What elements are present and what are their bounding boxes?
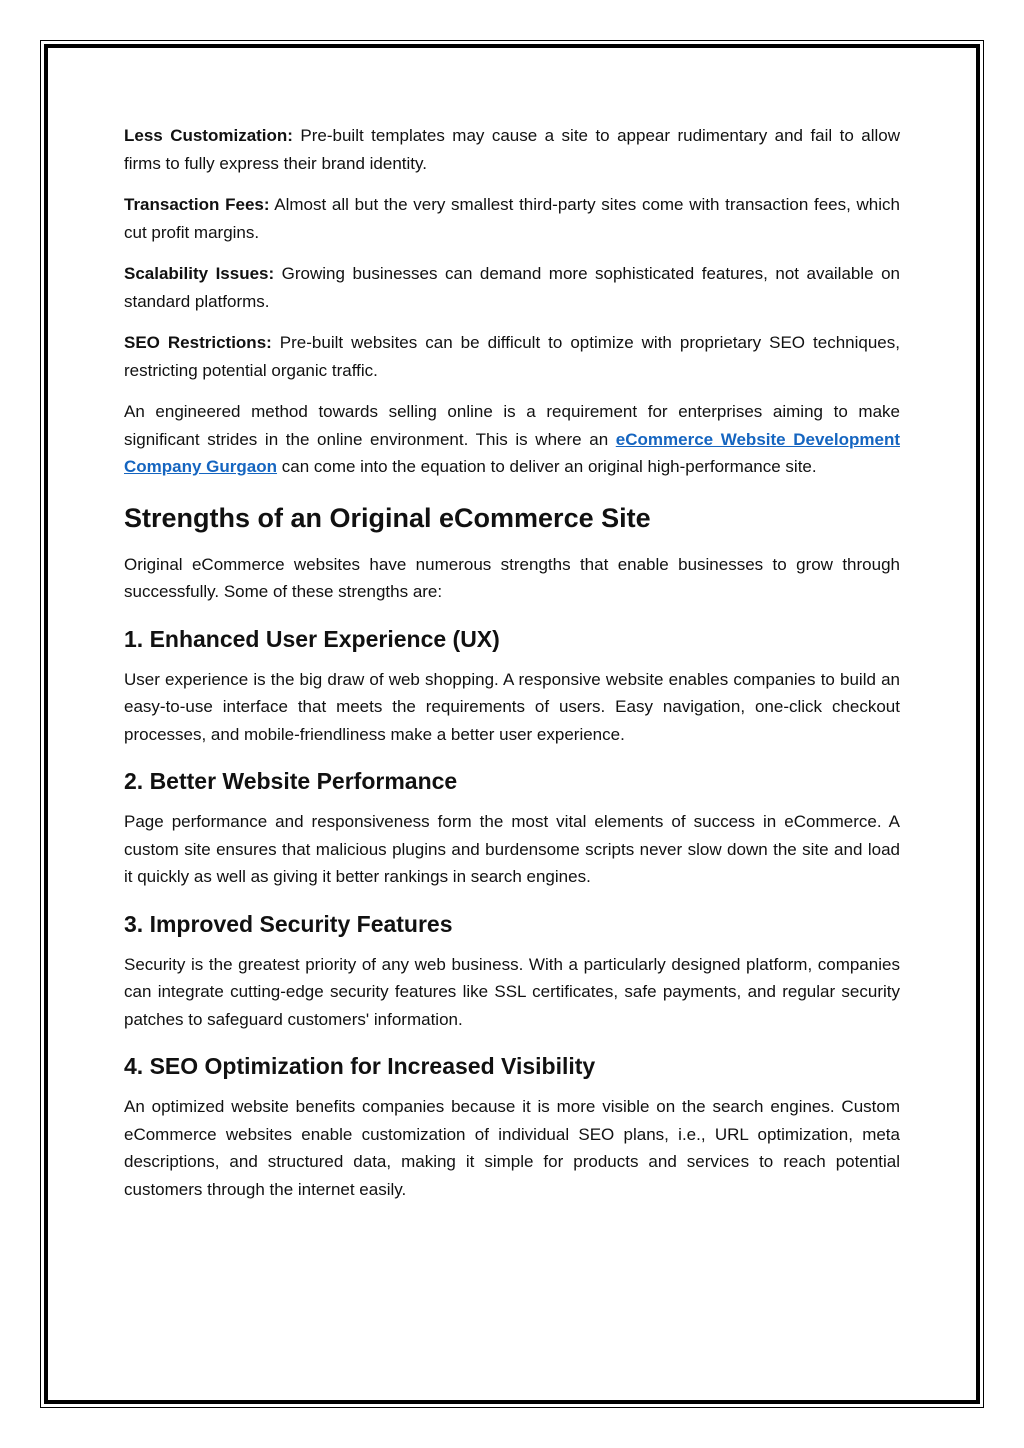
intro-item-scalability-issues: [124, 260, 900, 315]
intro-item-term: Transaction Fees:: [124, 195, 270, 214]
intro-item-text: Pre-built websites can be difficult to optimize with proprietary SEO techniques, restricting potential organic traffic.: [124, 333, 900, 380]
intro-item-transaction-fees: [124, 191, 900, 246]
section-heading-performance: 2. Better Website Performance: [124, 768, 458, 794]
intro-item-term: Scalability Issues:: [124, 264, 275, 283]
intro-item-term: SEO Restrictions:: [124, 333, 272, 352]
main-intro: Original eCommerce websites have numerous strengths that enable businesses to grow through successfully. Some of these strengths are:: [124, 554, 900, 601]
section-body-performance: Page performance and responsiveness form the most vital elements of success in eCommerce. A custom site ensures that malicious plugins and burdensome scripts never slow down the site and load it quickly as well as giving it better rankings in search engines.: [124, 812, 900, 886]
intro-item-seo-restrictions: [124, 329, 900, 384]
engineered-paragraph: [124, 398, 900, 481]
section-body-security: Security is the greatest priority of any web business. With a particularly designed platform, companies can integrate cutting-edge security features like SSL certificates, safe payments, and regular security patches to safeguard customers' information.: [124, 954, 900, 1029]
section-body-ux: User experience is the big draw of web shopping. A responsive website enables companies to build an easy-to-use interface that meets the requirements of users. Easy navigation, one-click checkout processes, and mobile-friendliness make a better user experience.: [124, 669, 900, 744]
intro-item-text: Almost all but the very smallest third-party sites come with transaction fees, which cut profit margins.: [124, 195, 900, 242]
ecommerce-company-link[interactable]: eCommerce Website Development Company Gurgaon: [124, 429, 900, 476]
main-heading: Strengths of an Original eCommerce Site: [124, 502, 651, 533]
engineered-text-after: can come into the equation to deliver an original high-performance site.: [277, 457, 817, 476]
document-content: [124, 122, 900, 1217]
section-heading-security: 3. Improved Security Features: [124, 910, 453, 937]
intro-item-text: Growing businesses can demand more sophisticated features, not available on standard platforms.: [124, 264, 900, 311]
section-heading-seo: 4. SEO Optimization for Increased Visibility: [124, 1053, 596, 1079]
section-body-seo: An optimized website benefits companies because it is more visible on the search engines. Custom eCommerce websites enable customization of individual SEO plans, i.e., URL optimization, meta descriptions, and structured data, making it simple for products and services to reach potential customers through the internet easily.: [124, 1097, 900, 1199]
engineered-text-before: An engineered method towards selling online is a requirement for enterprises aiming to make significant strides in the online environment. This is where an: [124, 402, 900, 449]
section-heading-ux: 1. Enhanced User Experience (UX): [124, 625, 500, 652]
intro-item-term: Less Customization:: [124, 126, 293, 145]
intro-item-text: Pre-built templates may cause a site to appear rudimentary and fail to allow firms to fully express their brand identity.: [124, 126, 900, 173]
intro-item-less-customization: [124, 122, 900, 177]
